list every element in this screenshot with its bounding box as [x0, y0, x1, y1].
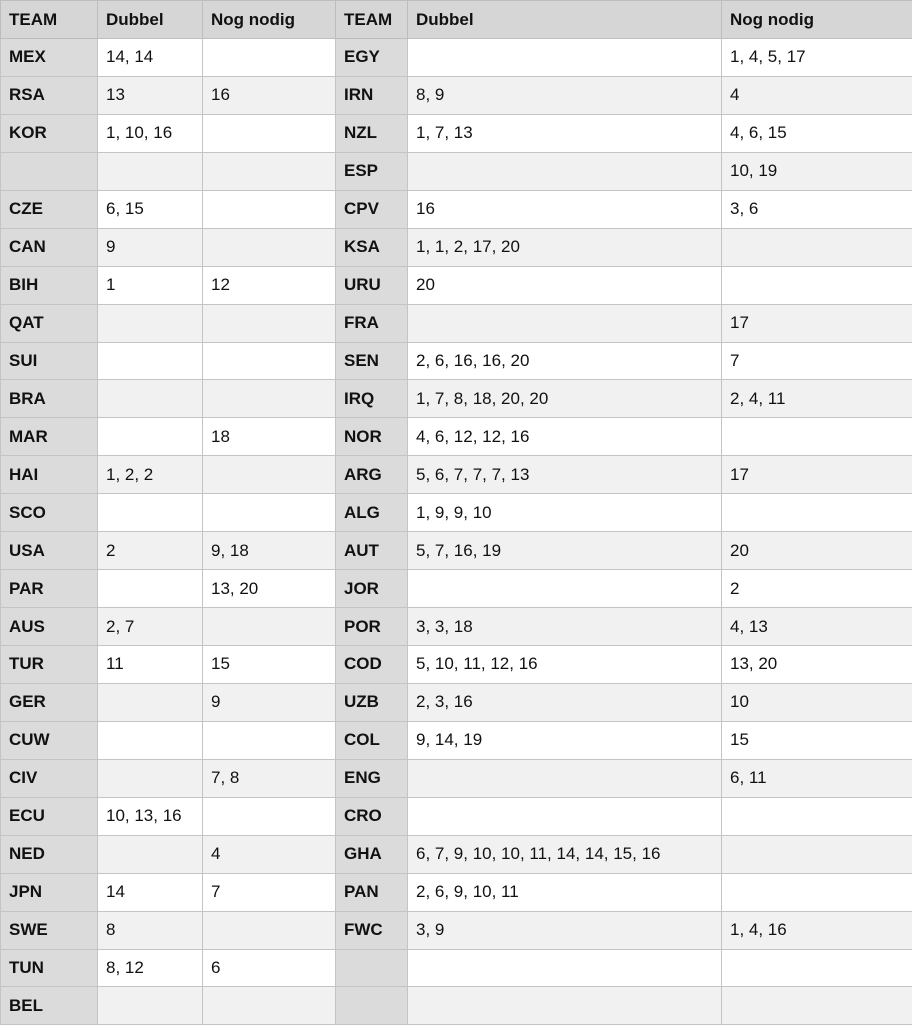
- right-team-cell[interactable]: PAN: [336, 873, 408, 911]
- right-nog-nodig-cell[interactable]: [722, 835, 912, 873]
- table-row: [1, 646, 912, 684]
- right-dubbel-cell[interactable]: 20: [408, 266, 722, 304]
- left-dubbel-cell[interactable]: 6, 15: [98, 190, 203, 228]
- right-dubbel-cell[interactable]: 5, 6, 7, 7, 7, 13: [408, 456, 722, 494]
- header-nog-nodig-left[interactable]: Nog nodig: [203, 1, 336, 39]
- left-team-cell[interactable]: PAR: [1, 570, 98, 608]
- right-team-cell[interactable]: EGY: [336, 39, 408, 77]
- right-team-cell[interactable]: IRN: [336, 76, 408, 114]
- right-dubbel-cell[interactable]: [408, 39, 722, 77]
- left-team-cell[interactable]: NED: [1, 835, 98, 873]
- right-nog-nodig-cell[interactable]: 17: [722, 456, 912, 494]
- left-team-cell[interactable]: AUS: [1, 608, 98, 646]
- left-dubbel-cell[interactable]: 1, 2, 2: [98, 456, 203, 494]
- right-dubbel-cell[interactable]: 1, 7, 13: [408, 114, 722, 152]
- right-nog-nodig-cell[interactable]: [722, 494, 912, 532]
- table-row: [1, 911, 912, 949]
- right-nog-nodig-cell[interactable]: 6, 11: [722, 759, 912, 797]
- left-dubbel-cell[interactable]: 8: [98, 911, 203, 949]
- right-team-cell[interactable]: ALG: [336, 494, 408, 532]
- table-row: [1, 76, 912, 114]
- right-nog-nodig-cell[interactable]: 4, 13: [722, 608, 912, 646]
- right-team-cell[interactable]: FWC: [336, 911, 408, 949]
- right-dubbel-cell[interactable]: 1, 9, 9, 10: [408, 494, 722, 532]
- right-team-cell[interactable]: POR: [336, 608, 408, 646]
- table-header: [1, 1, 912, 39]
- left-dubbel-cell[interactable]: [98, 987, 203, 1025]
- right-dubbel-cell[interactable]: 4, 6, 12, 12, 16: [408, 418, 722, 456]
- right-nog-nodig-cell[interactable]: 7: [722, 342, 912, 380]
- left-team-cell[interactable]: JPN: [1, 873, 98, 911]
- left-nog-nodig-cell[interactable]: 12: [203, 266, 336, 304]
- right-nog-nodig-cell[interactable]: [722, 949, 912, 987]
- right-dubbel-cell[interactable]: 3, 3, 18: [408, 608, 722, 646]
- left-team-cell[interactable]: QAT: [1, 304, 98, 342]
- right-dubbel-cell[interactable]: 16: [408, 190, 722, 228]
- right-dubbel-cell[interactable]: 5, 7, 16, 19: [408, 532, 722, 570]
- right-nog-nodig-cell[interactable]: 1, 4, 5, 17: [722, 39, 912, 77]
- right-dubbel-cell[interactable]: 3, 9: [408, 911, 722, 949]
- table-body: [1, 39, 912, 1025]
- table-row: [1, 190, 912, 228]
- left-nog-nodig-cell[interactable]: [203, 152, 336, 190]
- left-nog-nodig-cell[interactable]: [203, 380, 336, 418]
- table-row: [1, 987, 912, 1025]
- left-nog-nodig-cell[interactable]: [203, 342, 336, 380]
- right-team-cell[interactable]: KSA: [336, 228, 408, 266]
- right-nog-nodig-cell[interactable]: [722, 987, 912, 1025]
- right-dubbel-cell[interactable]: [408, 797, 722, 835]
- header-row: [1, 1, 912, 39]
- left-team-cell[interactable]: USA: [1, 532, 98, 570]
- right-nog-nodig-cell[interactable]: [722, 228, 912, 266]
- right-nog-nodig-cell[interactable]: [722, 418, 912, 456]
- left-team-cell[interactable]: [1, 152, 98, 190]
- left-dubbel-cell[interactable]: [98, 570, 203, 608]
- right-nog-nodig-cell[interactable]: 2, 4, 11: [722, 380, 912, 418]
- table-row: [1, 532, 912, 570]
- left-nog-nodig-cell[interactable]: [203, 190, 336, 228]
- left-nog-nodig-cell[interactable]: 13, 20: [203, 570, 336, 608]
- table-row: [1, 835, 912, 873]
- table-row: [1, 380, 912, 418]
- right-dubbel-cell[interactable]: 2, 6, 16, 16, 20: [408, 342, 722, 380]
- right-team-cell[interactable]: URU: [336, 266, 408, 304]
- left-dubbel-cell[interactable]: 1, 10, 16: [98, 114, 203, 152]
- left-dubbel-cell[interactable]: 8, 12: [98, 949, 203, 987]
- right-team-cell[interactable]: IRQ: [336, 380, 408, 418]
- left-nog-nodig-cell[interactable]: [203, 228, 336, 266]
- left-dubbel-cell[interactable]: 2, 7: [98, 608, 203, 646]
- left-dubbel-cell[interactable]: 1: [98, 266, 203, 304]
- right-team-cell[interactable]: CPV: [336, 190, 408, 228]
- right-nog-nodig-cell[interactable]: 2: [722, 570, 912, 608]
- right-nog-nodig-cell[interactable]: [722, 873, 912, 911]
- right-team-cell[interactable]: [336, 987, 408, 1025]
- right-nog-nodig-cell[interactable]: 13, 20: [722, 646, 912, 684]
- left-team-cell[interactable]: RSA: [1, 76, 98, 114]
- left-team-cell[interactable]: CUW: [1, 721, 98, 759]
- header-team-left[interactable]: TEAM: [1, 1, 98, 39]
- left-nog-nodig-cell[interactable]: 9, 18: [203, 532, 336, 570]
- left-dubbel-cell[interactable]: 10, 13, 16: [98, 797, 203, 835]
- right-team-cell[interactable]: COL: [336, 721, 408, 759]
- table-row: [1, 721, 912, 759]
- header-nog-nodig-right[interactable]: Nog nodig: [722, 1, 912, 39]
- left-team-cell[interactable]: CZE: [1, 190, 98, 228]
- left-dubbel-cell[interactable]: [98, 304, 203, 342]
- table-row: [1, 266, 912, 304]
- right-team-cell[interactable]: ENG: [336, 759, 408, 797]
- right-dubbel-cell[interactable]: [408, 304, 722, 342]
- right-dubbel-cell[interactable]: 8, 9: [408, 76, 722, 114]
- left-dubbel-cell[interactable]: 2: [98, 532, 203, 570]
- table-row: [1, 228, 912, 266]
- right-team-cell[interactable]: GHA: [336, 835, 408, 873]
- left-team-cell[interactable]: BEL: [1, 987, 98, 1025]
- left-team-cell[interactable]: BIH: [1, 266, 98, 304]
- right-dubbel-cell[interactable]: 2, 3, 16: [408, 683, 722, 721]
- right-team-cell[interactable]: AUT: [336, 532, 408, 570]
- right-dubbel-cell[interactable]: 9, 14, 19: [408, 721, 722, 759]
- left-nog-nodig-cell[interactable]: 7: [203, 873, 336, 911]
- right-dubbel-cell[interactable]: [408, 949, 722, 987]
- table-row: [1, 456, 912, 494]
- right-dubbel-cell[interactable]: 1, 7, 8, 18, 20, 20: [408, 380, 722, 418]
- left-nog-nodig-cell[interactable]: [203, 911, 336, 949]
- table-row: [1, 494, 912, 532]
- right-dubbel-cell[interactable]: [408, 152, 722, 190]
- left-team-cell[interactable]: HAI: [1, 456, 98, 494]
- right-nog-nodig-cell[interactable]: 1, 4, 16: [722, 911, 912, 949]
- left-nog-nodig-cell[interactable]: [203, 494, 336, 532]
- table-row: [1, 759, 912, 797]
- right-team-cell[interactable]: FRA: [336, 304, 408, 342]
- table-row: [1, 873, 912, 911]
- left-nog-nodig-cell[interactable]: 4: [203, 835, 336, 873]
- left-nog-nodig-cell[interactable]: [203, 456, 336, 494]
- right-nog-nodig-cell[interactable]: 3, 6: [722, 190, 912, 228]
- table-row: [1, 570, 912, 608]
- table-row: [1, 683, 912, 721]
- left-nog-nodig-cell[interactable]: 16: [203, 76, 336, 114]
- right-nog-nodig-cell[interactable]: 4, 6, 15: [722, 114, 912, 152]
- left-dubbel-cell[interactable]: [98, 342, 203, 380]
- right-nog-nodig-cell[interactable]: [722, 797, 912, 835]
- table-row: [1, 114, 912, 152]
- left-team-cell[interactable]: KOR: [1, 114, 98, 152]
- left-team-cell[interactable]: TUN: [1, 949, 98, 987]
- left-team-cell[interactable]: TUR: [1, 646, 98, 684]
- right-nog-nodig-cell[interactable]: [722, 266, 912, 304]
- table-row: [1, 797, 912, 835]
- left-dubbel-cell[interactable]: [98, 494, 203, 532]
- left-dubbel-cell[interactable]: [98, 759, 203, 797]
- right-nog-nodig-cell[interactable]: 17: [722, 304, 912, 342]
- right-dubbel-cell[interactable]: [408, 987, 722, 1025]
- left-team-cell[interactable]: SUI: [1, 342, 98, 380]
- table-row: [1, 608, 912, 646]
- left-team-cell[interactable]: CAN: [1, 228, 98, 266]
- right-team-cell[interactable]: NZL: [336, 114, 408, 152]
- left-dubbel-cell[interactable]: 14: [98, 873, 203, 911]
- left-nog-nodig-cell[interactable]: [203, 987, 336, 1025]
- left-nog-nodig-cell[interactable]: 15: [203, 646, 336, 684]
- left-team-cell[interactable]: SWE: [1, 911, 98, 949]
- right-dubbel-cell[interactable]: [408, 570, 722, 608]
- left-dubbel-cell[interactable]: 9: [98, 228, 203, 266]
- left-nog-nodig-cell[interactable]: [203, 304, 336, 342]
- left-team-cell[interactable]: CIV: [1, 759, 98, 797]
- left-team-cell[interactable]: GER: [1, 683, 98, 721]
- right-team-cell[interactable]: CRO: [336, 797, 408, 835]
- left-team-cell[interactable]: SCO: [1, 494, 98, 532]
- left-dubbel-cell[interactable]: [98, 380, 203, 418]
- right-team-cell[interactable]: COD: [336, 646, 408, 684]
- left-nog-nodig-cell[interactable]: [203, 114, 336, 152]
- left-nog-nodig-cell[interactable]: 6: [203, 949, 336, 987]
- right-nog-nodig-cell[interactable]: 10: [722, 683, 912, 721]
- table-row: [1, 342, 912, 380]
- right-team-cell[interactable]: NOR: [336, 418, 408, 456]
- left-nog-nodig-cell[interactable]: [203, 39, 336, 77]
- right-nog-nodig-cell[interactable]: 4: [722, 76, 912, 114]
- left-nog-nodig-cell[interactable]: [203, 797, 336, 835]
- left-nog-nodig-cell[interactable]: [203, 608, 336, 646]
- table-row: [1, 304, 912, 342]
- right-dubbel-cell[interactable]: 2, 6, 9, 10, 11: [408, 873, 722, 911]
- left-dubbel-cell[interactable]: [98, 683, 203, 721]
- left-dubbel-cell[interactable]: [98, 152, 203, 190]
- left-dubbel-cell[interactable]: [98, 721, 203, 759]
- right-dubbel-cell[interactable]: [408, 759, 722, 797]
- table-row: [1, 39, 912, 77]
- left-nog-nodig-cell[interactable]: 9: [203, 683, 336, 721]
- right-dubbel-cell[interactable]: 5, 10, 11, 12, 16: [408, 646, 722, 684]
- left-team-cell[interactable]: BRA: [1, 380, 98, 418]
- right-nog-nodig-cell[interactable]: 20: [722, 532, 912, 570]
- right-team-cell[interactable]: [336, 949, 408, 987]
- left-team-cell[interactable]: MAR: [1, 418, 98, 456]
- right-team-cell[interactable]: SEN: [336, 342, 408, 380]
- right-nog-nodig-cell[interactable]: 10, 19: [722, 152, 912, 190]
- table-row: [1, 152, 912, 190]
- right-nog-nodig-cell[interactable]: 15: [722, 721, 912, 759]
- table-row: [1, 949, 912, 987]
- left-nog-nodig-cell[interactable]: [203, 721, 336, 759]
- right-team-cell[interactable]: JOR: [336, 570, 408, 608]
- left-dubbel-cell[interactable]: [98, 835, 203, 873]
- header-dubbel-right[interactable]: Dubbel: [408, 1, 722, 39]
- right-dubbel-cell[interactable]: 1, 1, 2, 17, 20: [408, 228, 722, 266]
- left-dubbel-cell[interactable]: 11: [98, 646, 203, 684]
- table-row: [1, 418, 912, 456]
- left-team-cell[interactable]: MEX: [1, 39, 98, 77]
- header-team-right[interactable]: TEAM: [336, 1, 408, 39]
- left-nog-nodig-cell[interactable]: 7, 8: [203, 759, 336, 797]
- right-team-cell[interactable]: ESP: [336, 152, 408, 190]
- left-dubbel-cell[interactable]: [98, 418, 203, 456]
- left-nog-nodig-cell[interactable]: 18: [203, 418, 336, 456]
- right-team-cell[interactable]: ARG: [336, 456, 408, 494]
- right-team-cell[interactable]: UZB: [336, 683, 408, 721]
- right-dubbel-cell[interactable]: 6, 7, 9, 10, 10, 11, 14, 14, 15, 16: [408, 835, 722, 873]
- left-dubbel-cell[interactable]: 14, 14: [98, 39, 203, 77]
- left-team-cell[interactable]: ECU: [1, 797, 98, 835]
- header-dubbel-left[interactable]: Dubbel: [98, 1, 203, 39]
- left-dubbel-cell[interactable]: 13: [98, 76, 203, 114]
